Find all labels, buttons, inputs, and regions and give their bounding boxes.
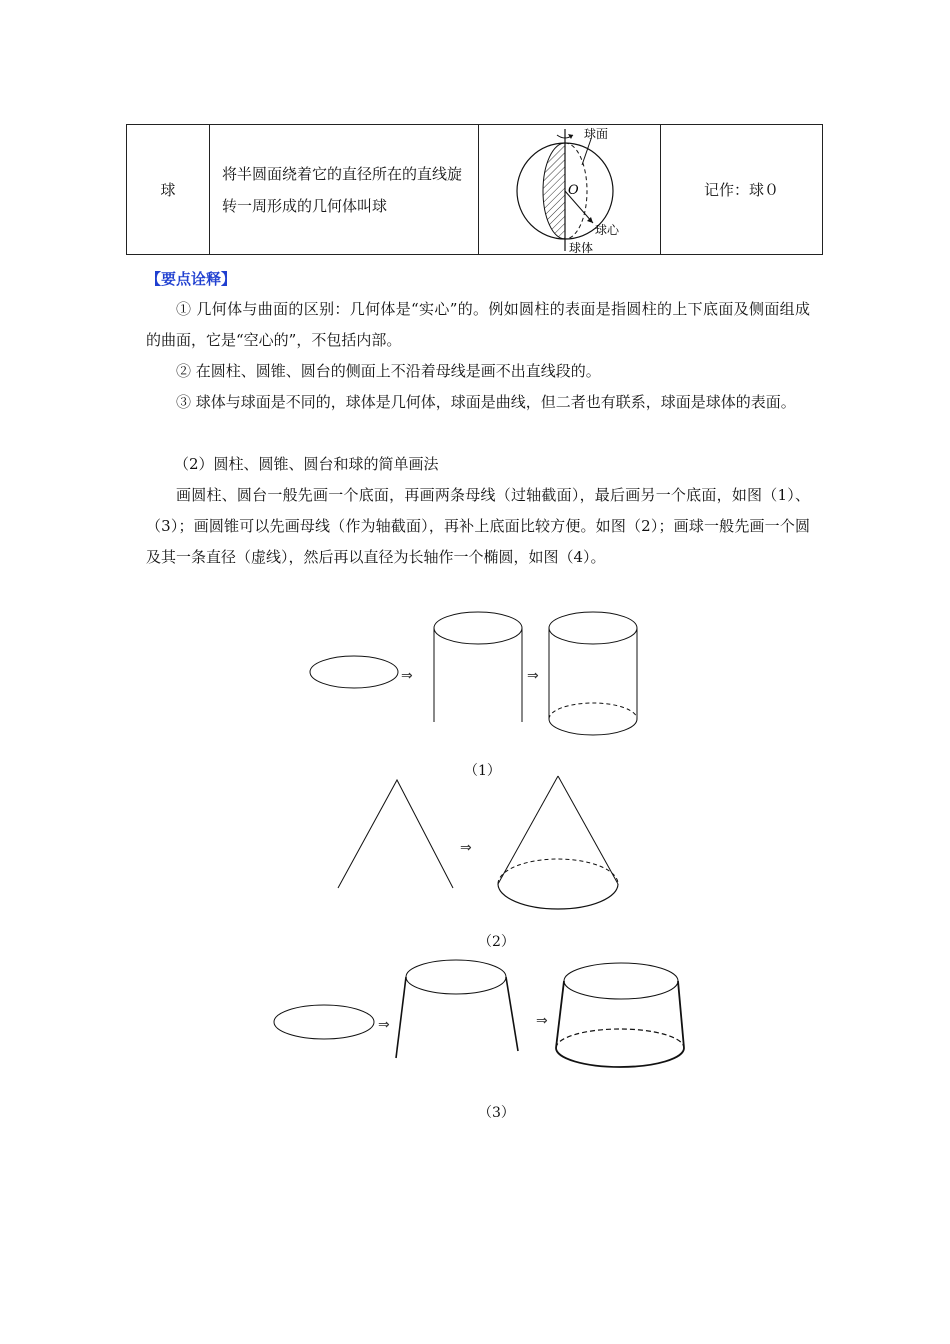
subheading: （2）圆柱、圆锥、圆台和球的简单画法 — [174, 455, 439, 473]
base-ellipse — [310, 656, 398, 688]
table-row — [127, 125, 823, 255]
term-cell: 球 — [127, 125, 210, 255]
frustum-base-ellipse — [274, 1005, 374, 1039]
cylinder-top-2 — [549, 612, 637, 644]
frustum-left-side-2 — [556, 981, 564, 1048]
figure-3-frustum-steps — [0, 950, 950, 1090]
cone-right-side — [558, 776, 618, 884]
surface-leader — [582, 139, 591, 165]
arrow-1b: ⇒ — [527, 668, 539, 684]
cylinder-top — [434, 612, 522, 644]
frustum-left-generatrix — [396, 977, 406, 1058]
frustum-right-generatrix — [506, 977, 518, 1051]
cone-left-side — [498, 776, 558, 884]
arrow-2: ⇒ — [460, 840, 472, 856]
center-letter: O — [568, 183, 579, 198]
frustum-right-side-2 — [678, 981, 684, 1048]
caption-fig-2: （2） — [478, 934, 515, 950]
cylinder-bottom-visible — [549, 719, 637, 735]
point-1: ① 几何体与曲面的区别：几何体是“实心”的。例如圆柱的表面是指圆柱的上下底面及侧面组成的曲面，它是“空心的”，不包括内部。 — [146, 300, 810, 349]
drawing-method-paragraph: 画圆柱、圆台一般先画一个底面，再画两条母线（过轴截面），最后画另一个底面，如图（1）、（3）；画圆锥可以先画母线（作为轴截面），再补上底面比较方便。如图（2）；画球一般先画一个圆及其一条直径（虚线），然后再以直径为长轴作一个椭圆，如图（4）。 — [146, 486, 810, 566]
figure-2-cone-steps — [0, 776, 950, 916]
cone-generatrices — [338, 780, 453, 888]
frustum-bottom-hidden — [556, 1029, 684, 1048]
notation-cell: 记作：球０ — [661, 125, 823, 255]
cylinder-bottom-hidden — [549, 703, 637, 719]
frustum-top — [406, 960, 506, 994]
point-3: ③ 球体与球面是不同的，球体是几何体，球面是曲线，但二者也有联系，球面是球体的表面。 — [176, 393, 796, 411]
frustum-top-2 — [564, 963, 678, 999]
solid-label: 球体 — [569, 241, 594, 255]
center-leader — [565, 191, 593, 223]
point-2: ② 在圆柱、圆锥、圆台的侧面上不沿着母线是画不出直线段的。 — [176, 362, 601, 380]
caption-fig-1: （1） — [464, 763, 501, 779]
hatched-half-disc — [543, 143, 565, 239]
definition-cell: 将半圆面绕着它的直径所在的直线旋转一周形成的几何体叫球 — [210, 125, 479, 255]
sphere-figure-cell — [479, 125, 661, 255]
arrow-3a: ⇒ — [378, 1017, 390, 1033]
rotation-arrow-head — [568, 134, 573, 139]
arrow-3b: ⇒ — [536, 1013, 548, 1029]
cone-base-hidden — [498, 859, 618, 884]
figure-1-cylinder-steps — [0, 600, 950, 760]
caption-fig-3: （3） — [478, 1105, 515, 1121]
frustum-bottom-visible — [556, 1048, 684, 1067]
key-points-heading: 【要点诠释】 — [146, 270, 237, 288]
surface-label: 球面 — [584, 127, 609, 141]
arrow-1a: ⇒ — [401, 668, 413, 684]
sphere-diagram — [479, 125, 660, 256]
cone-base-visible — [498, 884, 618, 909]
center-label: 球心 — [595, 223, 620, 237]
sphere-definition-table — [126, 124, 823, 255]
